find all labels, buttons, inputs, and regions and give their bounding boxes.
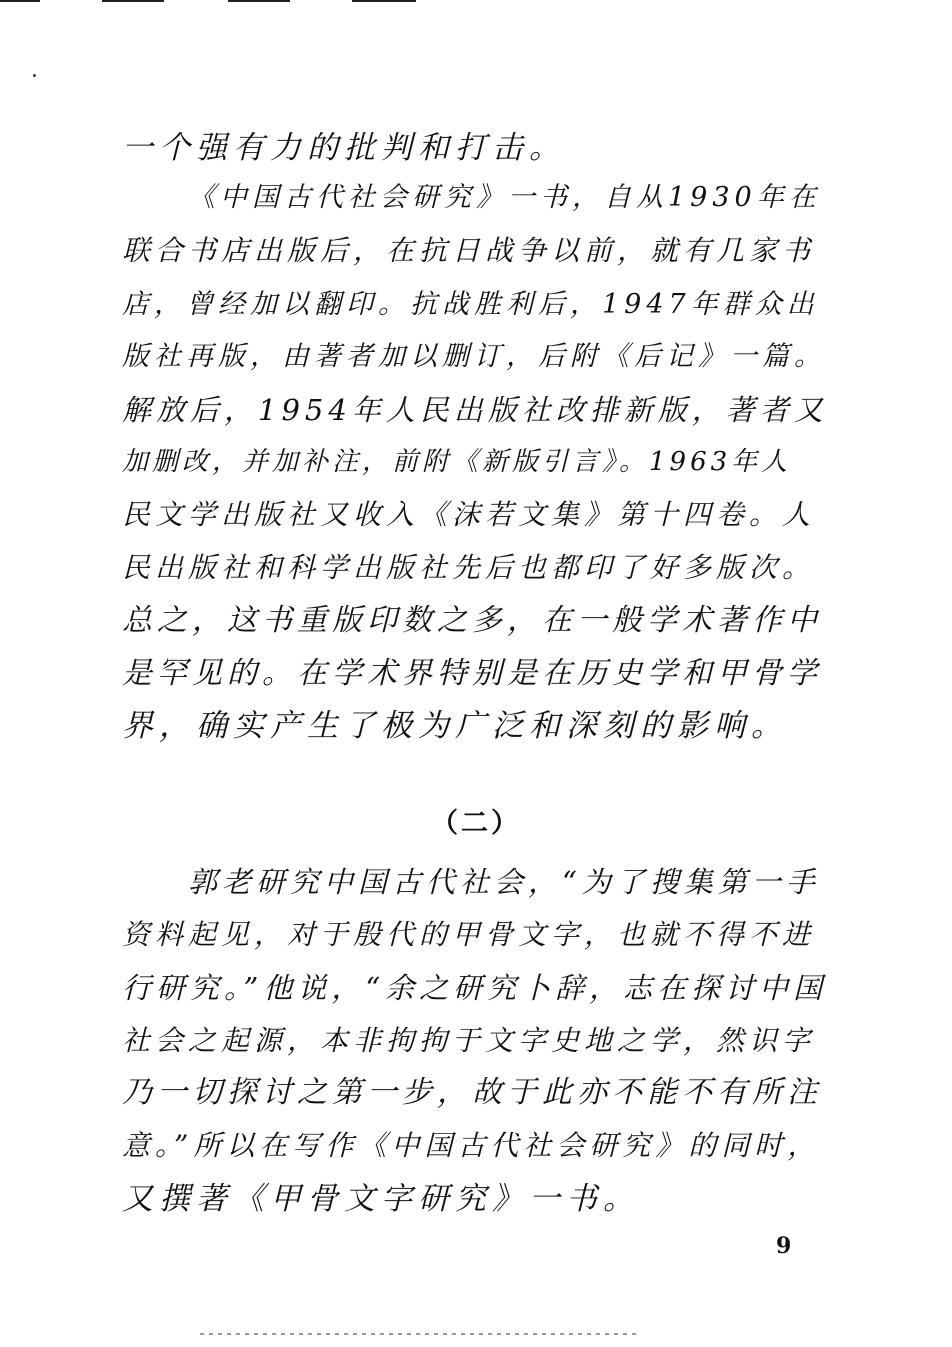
scan-mark <box>102 0 164 2</box>
text-line: 版社再版，由著者加以删订，后附《后记》一篇。 <box>122 341 826 372</box>
section-heading: （二） <box>431 808 521 839</box>
text-line: 郭老研究中国古代社会，“为了搜集第一手 <box>188 865 820 899</box>
text-line: 乃一切探讨之第一步，故于此亦不能不有所注 <box>122 1075 822 1110</box>
text-line: 是罕见的。在学术界特别是在历史学和甲骨学 <box>122 656 822 691</box>
text-line: 资料起见，对于殷代的甲骨文字，也就不得不进 <box>122 918 816 951</box>
scan-noise <box>200 1333 640 1335</box>
text-line: 行研究。”他说，“余之研究卜辞，志在探讨中国 <box>122 971 828 1005</box>
text-line: 加删改，并加补注，前附《新版引言》。1963年人 <box>122 447 792 477</box>
scan-mark <box>352 0 416 2</box>
text-line: 《中国古代社会研究》一书，自从1930年在 <box>188 182 821 213</box>
text-line: 又撰著《甲骨文字研究》一书。 <box>122 1181 640 1217</box>
text-line: 意。”所以在写作《中国古代社会研究》的同时， <box>122 1129 821 1162</box>
text-line: 解放后，1954年人民出版社改排新版，著者又 <box>122 393 828 427</box>
text-line: 店，曾经加以翻印。抗战胜利后，1947年群众出 <box>122 289 819 320</box>
scan-mark <box>228 0 290 2</box>
text-line: 总之，这书重版印数之多，在一般学术著作中 <box>122 603 822 638</box>
text-line: 一个强有力的批判和打击。 <box>122 130 566 166</box>
text-line: 界，确实产生了极为广泛和深刻的影响。 <box>122 708 788 744</box>
text-line: 民出版社和科学出版社先后也都印了好多版次。 <box>122 551 816 584</box>
text-line: 联合书店出版后，在抗日战争以前，就有几家书 <box>122 234 816 267</box>
text-line: 社会之起源，本非拘拘于文字史地之学，然识字 <box>122 1024 816 1057</box>
text-line: 民文学出版社又收入《沫若文集》第十四卷。人 <box>122 498 816 531</box>
page-number: 9 <box>776 1233 792 1259</box>
scan-speck <box>33 74 36 77</box>
scan-mark <box>0 0 40 2</box>
